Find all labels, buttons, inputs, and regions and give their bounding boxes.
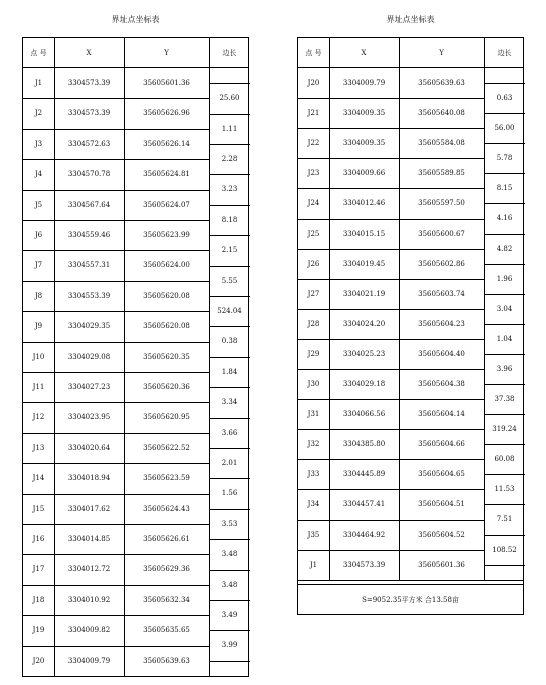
- x-coordinate: 3304457.41: [342, 500, 386, 509]
- point-name: J9: [34, 322, 43, 331]
- point-name: J11: [32, 383, 45, 391]
- y-coordinate: 35605604.23: [418, 319, 465, 328]
- row-divider: [298, 429, 484, 430]
- point-name: J24: [307, 199, 320, 208]
- row-divider: [23, 615, 209, 616]
- point-name: J30: [307, 380, 320, 388]
- y-coordinate: 35605597.50: [418, 199, 465, 208]
- x-coordinate: 3304019.45: [342, 259, 386, 268]
- right-coordinate-table: [297, 37, 524, 615]
- edge-length: 2.28: [221, 155, 238, 163]
- x-coordinate: 3304027.23: [67, 383, 111, 391]
- x-coordinate: 3304018.94: [67, 474, 111, 483]
- row-divider: [298, 309, 484, 310]
- row-divider: [298, 580, 523, 581]
- edge-length: 1.56: [221, 489, 238, 498]
- row-divider: [23, 98, 209, 99]
- y-coordinate: 35605603.74: [418, 289, 465, 298]
- point-name: J34: [307, 500, 320, 509]
- row-divider: [298, 158, 484, 159]
- edge-length: 37.38: [494, 395, 515, 404]
- x-coordinate: 3304024.20: [342, 319, 386, 328]
- row-divider: [298, 279, 484, 280]
- point-name: J18: [32, 595, 45, 604]
- row-divider: [298, 188, 484, 189]
- row-divider: [298, 249, 484, 250]
- y-coordinate: 35605640.08: [418, 109, 465, 118]
- point-name: J21: [307, 109, 320, 118]
- point-name: J4: [34, 170, 43, 179]
- edge-length: 1.84: [221, 367, 238, 376]
- edge-length: 8.15: [496, 184, 513, 193]
- x-coordinate: 3304010.92: [67, 595, 111, 604]
- right-table-title: 界址点坐标表: [386, 15, 435, 24]
- y-coordinate: 35605635.65: [143, 626, 190, 635]
- y-coordinate: 35605639.63: [418, 79, 465, 87]
- point-name: J31: [307, 410, 320, 419]
- edge-length: 4.16: [496, 214, 513, 223]
- x-coordinate: 3304009.79: [67, 656, 111, 665]
- point-name: J26: [307, 259, 320, 268]
- x-coordinate: 3304025.23: [342, 349, 386, 358]
- x-coordinate: 3304553.39: [67, 291, 111, 300]
- x-coordinate: 3304066.56: [342, 410, 386, 419]
- row-divider: [23, 554, 209, 555]
- table-header: [23, 38, 248, 68]
- point-name: J1: [34, 79, 43, 87]
- point-name: J20: [307, 79, 320, 87]
- y-coordinate: 35605620.08: [143, 322, 190, 331]
- x-coordinate: 3304029.08: [67, 352, 111, 361]
- x-coordinate: 3304009.79: [342, 79, 386, 87]
- edge-length: 3.66: [221, 428, 238, 437]
- point-name: J32: [307, 440, 320, 449]
- point-name: J8: [34, 291, 43, 300]
- y-coordinate: 35605626.61: [143, 535, 190, 543]
- point-name: J10: [32, 352, 45, 361]
- point-name: J27: [307, 289, 320, 298]
- row-divider: [23, 372, 209, 373]
- y-coordinate: 35605604.52: [418, 530, 465, 539]
- point-name: J28: [307, 319, 320, 328]
- row-divider: [23, 433, 209, 434]
- row-divider: [298, 489, 484, 490]
- row-divider: [23, 402, 209, 403]
- x-coordinate: 3304557.31: [67, 261, 111, 270]
- left-coordinate-table: [22, 37, 249, 677]
- x-coordinate: 3304012.46: [342, 199, 386, 208]
- x-coordinate: 3304029.35: [67, 322, 111, 331]
- edge-length: 3.53: [221, 519, 238, 528]
- row-divider: [23, 494, 209, 495]
- header-point: 点 号: [305, 49, 322, 57]
- row-divider: [23, 220, 209, 221]
- edge-length: 60.08: [494, 455, 515, 464]
- edge-length: 3.99: [221, 641, 238, 650]
- edge-length: 1.04: [496, 334, 513, 343]
- edge-length: 7.51: [496, 515, 513, 524]
- y-coordinate: 35605632.34: [143, 595, 190, 604]
- edge-length: 5.55: [221, 276, 238, 285]
- row-divider: [23, 463, 209, 464]
- y-coordinate: 35605604.66: [418, 440, 465, 449]
- x-coordinate: 3304012.72: [67, 565, 111, 574]
- header-y: Y: [439, 49, 444, 57]
- point-name: J3: [34, 139, 43, 148]
- edge-length: 8.18: [221, 215, 238, 224]
- header-x: X: [361, 49, 367, 57]
- x-coordinate: 3304559.46: [67, 231, 111, 239]
- edge-length: 319.24: [492, 425, 517, 434]
- row-divider: [298, 520, 484, 521]
- x-coordinate: 3304009.66: [342, 169, 386, 178]
- row-divider: [298, 128, 484, 129]
- y-coordinate: 35605622.52: [143, 443, 190, 452]
- y-coordinate: 35605623.59: [143, 474, 190, 483]
- y-coordinate: 35605604.14: [418, 410, 465, 419]
- edge-length: 3.49: [221, 611, 238, 619]
- point-name: J17: [32, 565, 45, 574]
- x-coordinate: 3304464.92: [342, 530, 386, 539]
- length-divider: [209, 661, 250, 662]
- y-coordinate: 35605626.14: [143, 139, 190, 148]
- edge-length: 1.11: [221, 124, 238, 133]
- point-name: J14: [32, 474, 45, 483]
- row-divider: [298, 219, 484, 220]
- edge-length: 3.48: [221, 550, 238, 559]
- edge-length: 0.38: [221, 337, 238, 346]
- row-divider: [23, 190, 209, 191]
- header-length: 边长: [222, 49, 237, 57]
- row-divider: [298, 98, 484, 99]
- area-total: S=9052.35平方米 合13.58亩: [298, 584, 523, 614]
- y-coordinate: 35605620.36: [143, 383, 190, 391]
- x-coordinate: 3304017.62: [67, 504, 111, 513]
- point-name: J16: [32, 535, 45, 543]
- row-divider: [23, 524, 209, 525]
- y-coordinate: 35605604.51: [418, 500, 465, 509]
- row-divider: [298, 399, 484, 400]
- y-coordinate: 35605604.40: [418, 349, 465, 358]
- y-coordinate: 35605624.81: [143, 170, 190, 179]
- x-coordinate: 3304573.39: [67, 109, 111, 118]
- edge-length: 3.23: [221, 185, 238, 194]
- edge-length: 11.53: [494, 485, 515, 494]
- row-divider: [23, 585, 209, 586]
- point-name: J1: [309, 560, 318, 569]
- header-point: 点 号: [30, 49, 47, 57]
- y-coordinate: 35605604.38: [418, 380, 465, 388]
- y-coordinate: 35605624.00: [143, 261, 190, 270]
- edge-length: 5.78: [496, 154, 513, 163]
- y-coordinate: 35605623.99: [143, 231, 190, 239]
- y-coordinate: 35605629.36: [143, 565, 190, 574]
- x-coordinate: 3304385.80: [342, 440, 386, 449]
- x-coordinate: 3304445.89: [342, 470, 386, 479]
- point-name: J12: [32, 413, 45, 422]
- x-coordinate: 3304014.85: [67, 535, 111, 543]
- x-coordinate: 3304573.39: [342, 560, 386, 569]
- x-coordinate: 3304567.64: [67, 200, 111, 209]
- x-coordinate: 3304572.63: [67, 139, 111, 148]
- y-coordinate: 35605620.35: [143, 352, 190, 361]
- point-name: J2: [34, 109, 43, 118]
- point-name: J23: [307, 169, 320, 178]
- edge-length: 3.48: [221, 580, 238, 589]
- y-coordinate: 35605624.07: [143, 200, 190, 209]
- row-divider: [23, 281, 209, 282]
- row-divider: [23, 129, 209, 130]
- row-divider: [23, 250, 209, 251]
- point-name: J35: [307, 530, 320, 539]
- x-coordinate: 3304023.95: [67, 413, 111, 422]
- point-name: J15: [32, 504, 45, 513]
- y-coordinate: 35605626.96: [143, 109, 190, 118]
- point-name: J5: [34, 200, 43, 209]
- x-coordinate: 3304029.18: [342, 380, 386, 388]
- x-coordinate: 3304573.39: [67, 79, 111, 87]
- point-name: J33: [307, 470, 320, 479]
- edge-length: 108.52: [492, 545, 517, 554]
- header-y: Y: [164, 49, 169, 57]
- point-name: J22: [307, 139, 320, 148]
- edge-length: 2.15: [221, 246, 238, 255]
- point-name: J19: [32, 626, 45, 635]
- y-coordinate: 35605589.85: [418, 169, 465, 178]
- header-length: 边长: [497, 49, 512, 57]
- edge-length: 3.04: [496, 304, 513, 313]
- table-header: [298, 38, 523, 68]
- row-divider: [23, 342, 209, 343]
- row-divider: [298, 550, 484, 551]
- x-coordinate: 3304009.35: [342, 139, 386, 148]
- row-divider: [298, 369, 484, 370]
- x-coordinate: 3304009.82: [67, 626, 111, 635]
- edge-length: 3.96: [496, 364, 513, 373]
- point-name: J29: [307, 349, 320, 358]
- row-divider: [298, 339, 484, 340]
- edge-length: 1.96: [496, 274, 513, 283]
- x-coordinate: 3304009.35: [342, 109, 386, 118]
- y-coordinate: 35605584.08: [418, 139, 465, 148]
- edge-length: 524.04: [217, 307, 242, 315]
- point-name: J13: [32, 443, 45, 452]
- edge-length: 2.01: [221, 459, 238, 467]
- y-coordinate: 35605620.08: [143, 291, 190, 300]
- y-coordinate: 35605600.67: [418, 229, 465, 238]
- y-coordinate: 35605604.65: [418, 470, 465, 479]
- y-coordinate: 35605601.36: [418, 560, 465, 569]
- x-coordinate: 3304020.64: [67, 443, 111, 452]
- edge-length: 4.82: [496, 244, 513, 253]
- row-divider: [298, 459, 484, 460]
- edge-length: 56.00: [494, 124, 515, 133]
- x-coordinate: 3304570.78: [67, 170, 111, 179]
- row-divider: [23, 646, 209, 647]
- y-coordinate: 35605624.43: [143, 504, 190, 513]
- left-table-title: 界址点坐标表: [111, 15, 160, 24]
- y-coordinate: 35605601.36: [143, 79, 190, 87]
- edge-length: 3.34: [221, 398, 238, 407]
- edge-length: 0.63: [496, 94, 513, 103]
- row-divider: [23, 159, 209, 160]
- edge-length: 25.60: [219, 94, 240, 103]
- point-name: J6: [34, 231, 43, 239]
- row-divider: [23, 311, 209, 312]
- x-coordinate: 3304015.15: [342, 229, 386, 238]
- header-x: X: [86, 49, 92, 57]
- x-coordinate: 3304021.19: [342, 289, 386, 298]
- y-coordinate: 35605620.95: [143, 413, 190, 422]
- y-coordinate: 35605602.86: [418, 259, 465, 268]
- y-coordinate: 35605639.63: [143, 656, 190, 665]
- length-divider: [484, 565, 525, 566]
- point-name: J20: [32, 656, 45, 665]
- point-name: J7: [34, 261, 43, 270]
- point-name: J25: [307, 229, 320, 238]
